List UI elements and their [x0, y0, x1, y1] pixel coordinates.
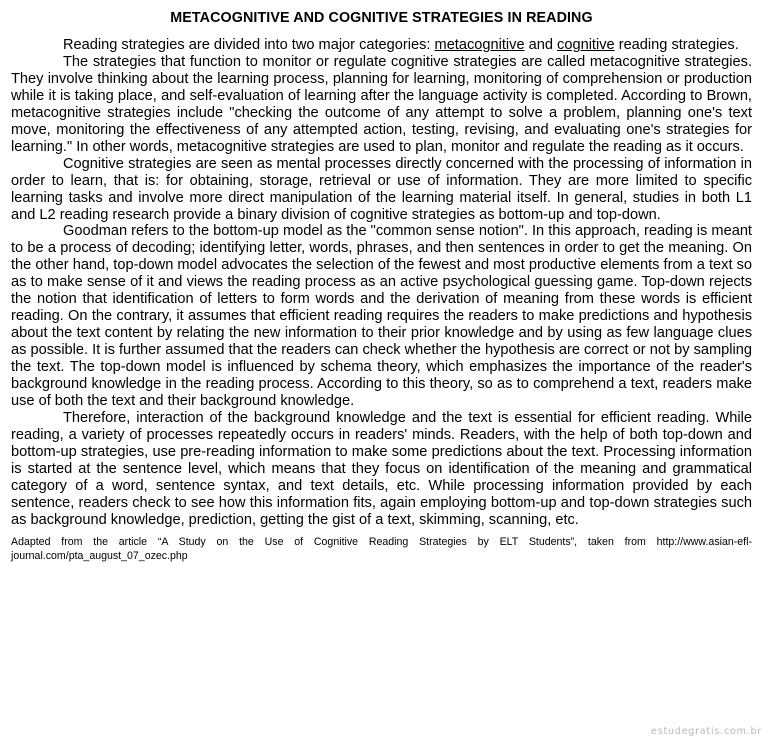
paragraph-bottom-up-top-down: Goodman refers to the bottom-up model as the "common sense notion". In this approach, reading is meant to be a process of decoding; identifying letter, words, phrases, and then sentences in order to get the meaning. On the other hand, top-down model advocates the selection of the fewest and most productive elements from a text so as to make sense of it and views the reading process as an active psychological guessing game. Top-down rejects the notion that identification of letters to form words and the derivation of meaning from these words is efficient reading. On the contrary, it assumes that efficient reading requires the readers to make predictions and hypothesis about the text content by relating the new information to their prior knowledge and by using as few language clues as possible. It is further assumed that the readers can check whether the hypothesis are correct or not by sampling the text. The top-down model is influenced by schema theory, which emphasizes the importance of the reader's background knowledge in the reading process. According to this theory, so as to comprehend a text, readers make use of both the text and their background knowledge. [11, 223, 752, 410]
article-body [11, 37, 752, 529]
intro-paragraph [11, 37, 752, 54]
document-title: METACOGNITIVE AND COGNITIVE STRATEGIES IN READING [170, 10, 593, 26]
intro-text-start: Reading strategies are divided into two major categories: [63, 37, 435, 53]
term-cognitive: cognitive [557, 37, 615, 53]
term-metacognitive: metacognitive [434, 37, 525, 53]
watermark: estudegratis.com.br [651, 726, 762, 737]
paragraph-cognitive: Cognitive strategies are seen as mental processes directly concerned with the processing of information in order to learn, that is: for obtaining, storage, retrieval or use of information. They are more limited to specific learning tasks and involve more direct manipulation of the learning material itself. In general, studies in both L1 and L2 reading research provide a binary division of cognitive strategies as bottom-up and top-down. [11, 155, 752, 223]
document [11, 8, 752, 563]
intro-text-end: reading strategies. [614, 37, 739, 53]
source-note: Adapted from the article “A Study on the Use of Cognitive Reading Strategies by ELT Students”, taken from http://www.asian-efl-journal.com/pta_august_07_ozec.php [11, 535, 752, 562]
intro-text-middle: and [524, 37, 558, 53]
paragraph-interaction: Therefore, interaction of the background knowledge and the text is essential for efficient reading. While reading, a variety of processes repeatedly occurs in readers' minds. Readers, with the help of both top-down and bottom-up strategies, use pre-reading information to make some predictions about the text. Processing information is started at the sentence level, which means that they focus on identification of the meaning and grammatical category of a word, sentence syntax, and text details, etc. While processing information provided by each sentence, readers check to see how this information fits, again employing bottom-up and top-down strategies such as background knowledge, prediction, getting the gist of a text, skimming, scanning, etc. [11, 409, 752, 528]
paragraph-metacognitive: The strategies that function to monitor or regulate cognitive strategies are called metacognitive strategies. They involve thinking about the learning process, planning for learning, monitoring of comprehension or production while it is taking place, and self-evaluation of learning after the language activity is completed. According to Brown, metacognitive strategies include "checking the outcome of any attempt to solve a problem, planning one's text move, monitoring the effectiveness of any attempted action, testing, revising, and evaluating one's strategies for learning." In other words, metacognitive strategies are used to plan, monitor and regulate the reading as it occurs. [11, 53, 752, 155]
